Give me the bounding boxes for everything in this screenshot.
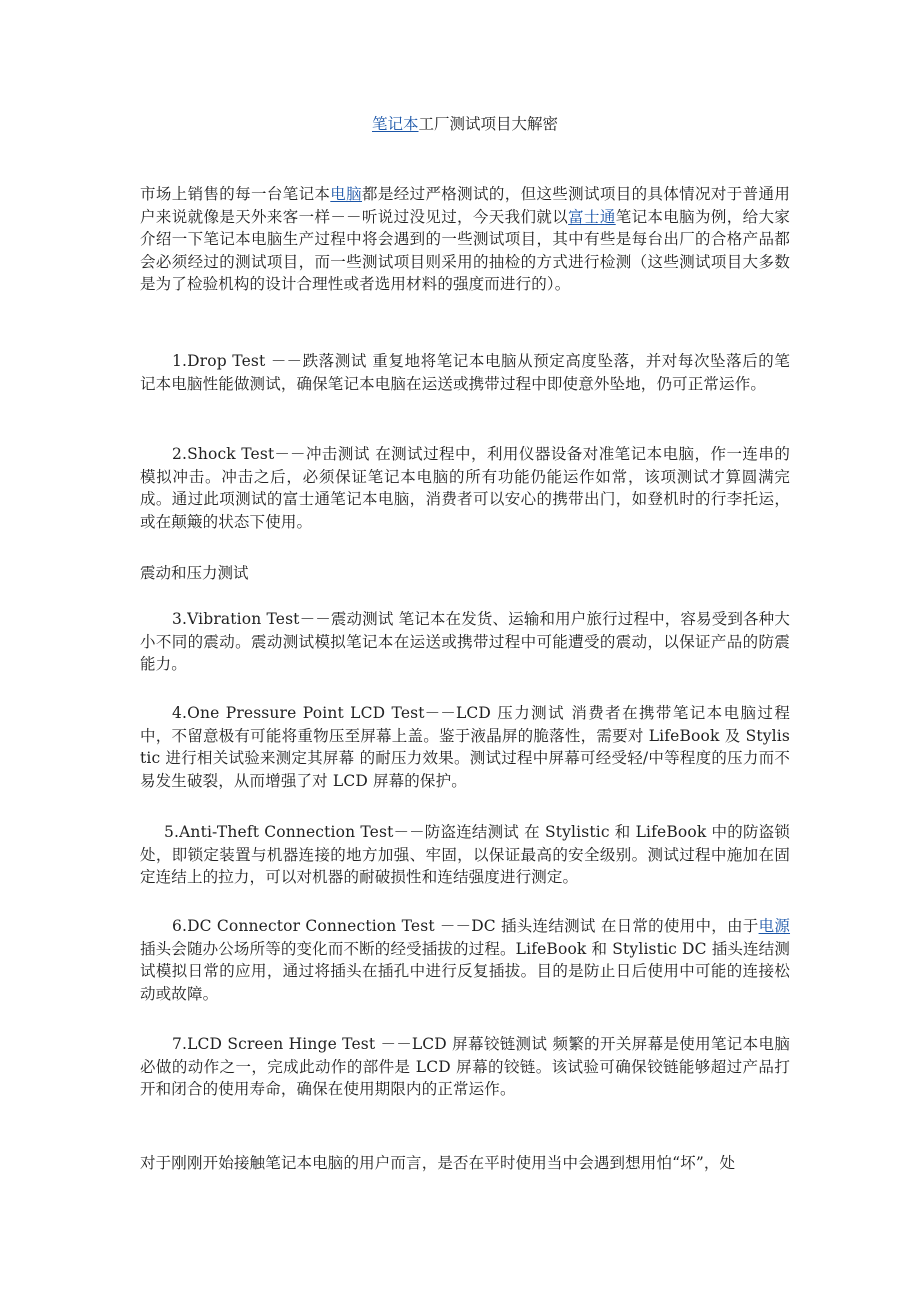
dc-text-2: 插头会随办公场所等的变化而不断的经受插拔的过程。LifeBook 和 Stylistic DC 插头连结测试模拟日常的应用，通过将插头在插孔中进行反复插拔。目的是防止日后使用中可能的连接松动或故障。: [140, 939, 790, 1003]
title-text: 工厂测试项目大解密: [418, 115, 559, 133]
document-title: [140, 113, 790, 135]
test-item-lcd-hinge: 7.LCD Screen Hinge Test －－LCD 屏幕铰链测试 频繁的开关屏幕是使用笔记本电脑必做的动作之一，完成此动作的部件是 LCD 屏幕的铰链。该试验可确保铰链能够超过产品打开和闭合的使用寿命，确保在使用期限内的正常运作。: [140, 1035, 790, 1098]
intro-text-2: 都是经过严格测试的，但这些测试项目的具体情况对于普通用户来说就像是天外来客一样－－听说过没见过，今天我们就以: [140, 185, 790, 226]
intro-paragraph: [140, 183, 790, 296]
title-link-notebook[interactable]: 笔记本: [371, 115, 419, 133]
test-item-lcd-pressure: 4.One Pressure Point LCD Test－－LCD 压力测试 消费者在携带笔记本电脑过程中，不留意极有可能将重物压至屏幕上盖。鉴于液晶屏的脆落性，需要对 LifeBook 及 Stylistic 进行相关试验来测定其屏幕 的耐压力效果。测试过程中屏幕可经受轻/中等程度的压力而不易发生破裂，从而增强了对 LCD 屏幕的保护。: [140, 704, 790, 790]
dc-text-1: 6.DC Connector Connection Test －－DC 插头连结测试 在日常的使用中，由于: [172, 917, 759, 935]
intro-text-3: 笔记本电脑为例，给大家介绍一下笔记本电脑生产过程中将会遇到的一些测试项目，其中有些是每台出厂的合格产品都会必须经过的测试项目，而一些测试项目则采用的抽检的方式进行检测（这些测试项目大多数是为了检验机构的设计合理性或者选用材料的强度而进行的）。: [140, 207, 790, 293]
test-item-vibration: 3.Vibration Test－－震动测试 笔记本在发货、运输和用户旅行过程中，容易受到各种大小不同的震动。震动测试模拟笔记本在运送或携带过程中可能遭受的震动，以保证产品的防震能力。: [140, 610, 790, 673]
link-fujitsu[interactable]: 富士通: [568, 207, 616, 226]
section-heading-vibration-pressure: 震动和压力测试: [140, 564, 249, 582]
link-computer[interactable]: 电脑: [330, 185, 363, 203]
test-item-shock: 2.Shock Test－－冲击测试 在测试过程中，利用仪器设备对准笔记本电脑，作一连串的模拟冲击。冲击之后，必须保证笔记本电脑的所有功能仍能运作如常，该项测试才算圆满完成。通过此项测试的富士通笔记本电脑，消费者可以安心的携带出门，如登机时的行李托运，或在颠簸的状态下使用。: [140, 445, 790, 531]
test-item-drop: 1.Drop Test －－跌落测试 重复地将笔记本电脑从预定高度坠落，并对每次坠落后的笔记本电脑性能做测试，确保笔记本电脑在运送或携带过程中即使意外坠地，仍可正常运作。: [140, 352, 790, 393]
test-item-dc-connector: [140, 915, 790, 1005]
closing-paragraph: 对于刚刚开始接触笔记本电脑的用户而言，是否在平时使用当中会遇到想用怕“坏”，处: [140, 1154, 736, 1172]
test-item-anti-theft: 5.Anti-Theft Connection Test－－防盗连结测试 在 Stylistic 和 LifeBook 中的防盗锁处，即锁定装置与机器连接的地方加强、牢固，以保证最高的安全级别。测试过程中施加在固定连结上的拉力，可以对机器的耐破损性和连结强度进行测定。: [140, 823, 790, 886]
link-power[interactable]: 电源: [758, 917, 791, 935]
intro-text-1: 市场上销售的每一台笔记本: [140, 185, 331, 203]
